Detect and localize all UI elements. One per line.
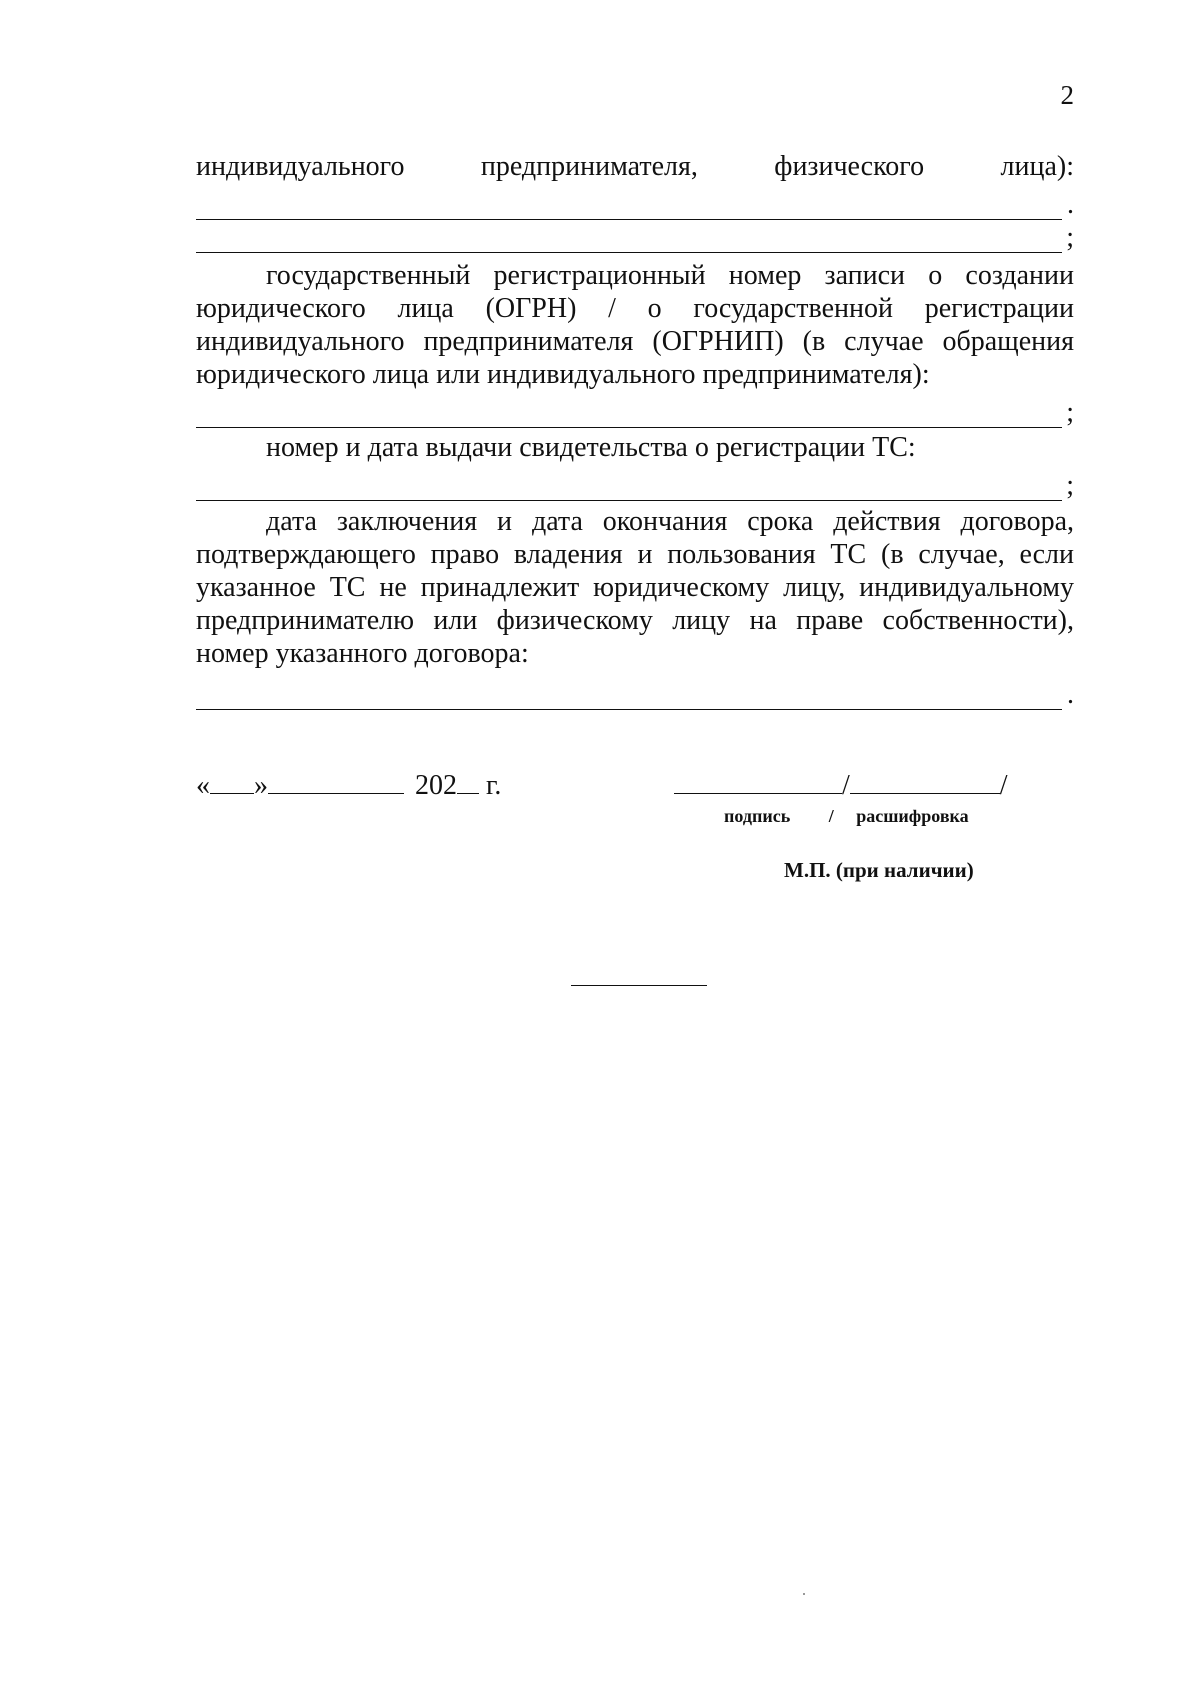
signature-lines (674, 770, 1008, 802)
intro-line (196, 150, 1074, 183)
month-blank[interactable] (268, 771, 404, 794)
date-field (196, 770, 501, 802)
ogrn-field-line[interactable] (196, 391, 1074, 428)
intro-word: физического (774, 151, 925, 182)
fill-rule (196, 401, 1062, 428)
line-punctuation: . (1067, 189, 1074, 220)
day-blank[interactable] (210, 771, 254, 794)
signature-labels (724, 806, 969, 827)
line-punctuation: ; (1066, 222, 1074, 253)
end-of-document-rule (571, 985, 707, 986)
year-suffix: г. (486, 770, 502, 801)
fill-rule (196, 683, 1062, 710)
line-punctuation: ; (1066, 470, 1074, 501)
signature-slash: / (999, 770, 1008, 801)
quote-open: « (196, 770, 210, 801)
ogrn-paragraph: государственный регистрационный номер записи о создании юридического лица (ОГРН) / о государственной регистрации индивидуального предпринимателя (ОГРНИП) (в случае обращения юридического лица или индивидуального предпринимателя): (196, 260, 1074, 390)
intro-word: предпринимателя, (480, 151, 698, 182)
owner-name-field-line-2[interactable] (196, 220, 1074, 253)
scan-artifact (803, 1593, 805, 1595)
year-prefix: 202 (415, 770, 457, 801)
fill-rule (196, 474, 1062, 501)
quote-close: » (254, 770, 268, 801)
line-punctuation: ; (1066, 397, 1074, 428)
stamp-note: М.П. (при наличии) (784, 858, 974, 882)
intro-word: индивидуального (196, 151, 405, 182)
label-decode: расшифровка (856, 806, 969, 826)
form-body (196, 150, 1074, 710)
owner-name-field-line-1[interactable] (196, 183, 1074, 220)
contract-paragraph: дата заключения и дата окончания срока действия договора, подтверждающего право владения и пользования ТС (в случае, если указанное ТС не принадлежит юридическому лицу, индивидуальному предпринимателю или физическому лицу на праве собственности), номер указанного договора: (196, 506, 1074, 669)
year-blank[interactable] (457, 771, 479, 794)
page-number: 2 (1060, 80, 1074, 110)
fill-rule (196, 226, 1062, 253)
contract-field-line[interactable] (196, 670, 1074, 710)
intro-word: лица): (1000, 151, 1074, 182)
label-separator: / (828, 806, 834, 826)
signature-block (196, 770, 1074, 830)
registration-cert-paragraph: номер и дата выдачи свидетельства о регистрации ТС: (266, 432, 916, 463)
signature-blank[interactable] (674, 771, 842, 794)
label-signature: подпись (724, 806, 791, 826)
line-punctuation: . (1067, 679, 1074, 710)
fill-rule (196, 193, 1062, 220)
registration-cert-field-line[interactable] (196, 464, 1074, 501)
signature-slash: / (842, 770, 850, 801)
decode-blank[interactable] (850, 771, 1000, 794)
